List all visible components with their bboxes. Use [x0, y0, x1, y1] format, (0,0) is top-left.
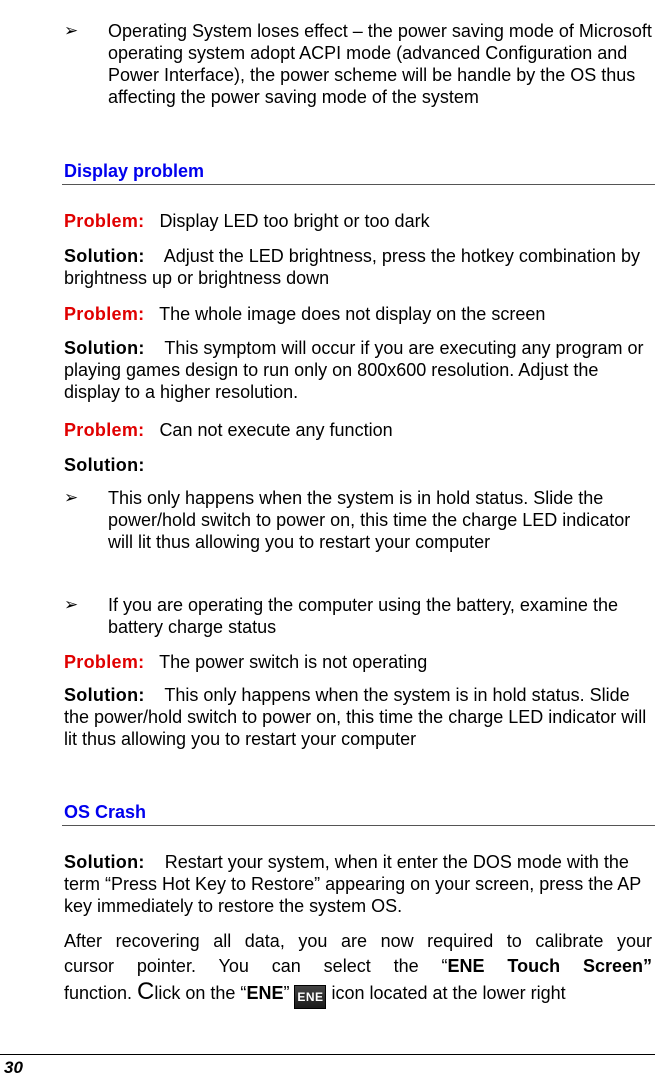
solution-3 [64, 454, 652, 476]
solution-label: Solution: [64, 455, 145, 475]
calibrate-line-1: After recovering all data, you are now required to calibrate your [64, 931, 652, 951]
problem-4 [64, 651, 652, 673]
calibrate-text: cursor pointer. You can select the “ [64, 956, 448, 976]
calibrate-paragraph [64, 930, 652, 1009]
problem-1 [64, 210, 652, 232]
solution-2 [64, 337, 652, 403]
calibrate-text: C [137, 978, 155, 1005]
section-heading-os-crash: OS Crash [64, 802, 147, 822]
solution-4 [64, 684, 652, 750]
problem-2 [64, 303, 652, 325]
intro-bullet-text: Operating System loses effect – the power saving mode of Microsoft operating system adopt ACPI mode (advanced Configuration and Power Interface), the power scheme will be handle by the OS thus affecting the power saving mode of the system [108, 21, 652, 107]
bullet-arrow-icon: ➢ [64, 488, 79, 507]
problem-label: Problem: [64, 652, 145, 672]
calibrate-line-2 [64, 955, 652, 977]
problem-label: Problem: [64, 304, 145, 324]
ene-touch-screen-term: ENE Touch Screen” [447, 956, 652, 976]
solution-label: Solution: [64, 685, 145, 705]
problem-label: Problem: [64, 420, 145, 440]
section-divider [62, 825, 655, 826]
section-divider [62, 184, 655, 185]
page-number: 30 [4, 1058, 23, 1077]
footer-divider [0, 1054, 655, 1055]
solution-label: Solution: [64, 246, 145, 266]
solution-text: Restart your system, when it enter the DOS mode with the term “Press Hot Key to Restore” appearing on your screen, press the AP key immediately to restore the system OS. [64, 852, 641, 916]
solution-1 [64, 245, 652, 289]
problem-label: Problem: [64, 211, 145, 231]
problem-text: Display LED too bright or too dark [159, 211, 430, 231]
solution-text: This only happens when the system is in hold status. Slide the power/hold switch to power on, this time the charge LED indicator will lit thus allowing you to restart your computer [64, 685, 647, 749]
problem-text: Can not execute any function [159, 420, 393, 440]
os-solution [64, 851, 652, 917]
solution-label: Solution: [64, 338, 145, 358]
solution-text: This symptom will occur if you are executing any program or playing games design to run only on 800x600 resolution. Adjust the display to a higher resolution. [64, 338, 644, 402]
bullet-arrow-icon: ➢ [64, 595, 79, 614]
problem-text: The power switch is not operating [159, 652, 428, 672]
bullet-arrow-icon: ➢ [64, 21, 79, 40]
section-heading-display-problem: Display problem [64, 161, 205, 181]
solution-label: Solution: [64, 852, 145, 872]
solution-text: Adjust the LED brightness, press the hotkey combination by brightness up or brightness down [64, 246, 640, 288]
ene-term: ENE [246, 983, 284, 1003]
calibrate-text: function. [64, 983, 138, 1003]
problem-text: The whole image does not display on the screen [159, 304, 546, 324]
calibrate-line-3 [64, 978, 652, 1009]
ene-icon: ENE [294, 985, 326, 1009]
solution-3-bullet-1: This only happens when the system is in hold status. Slide the power/hold switch to power on, this time the charge LED indicator will lit thus allowing you to restart your computer [108, 488, 631, 552]
calibrate-text: icon located at the lower right [326, 983, 566, 1003]
calibrate-text: lick on the “ [154, 983, 247, 1003]
problem-3 [64, 419, 652, 441]
solution-3-bullet-2: If you are operating the computer using the battery, examine the battery charge status [108, 595, 618, 637]
calibrate-text: ” [283, 983, 295, 1003]
